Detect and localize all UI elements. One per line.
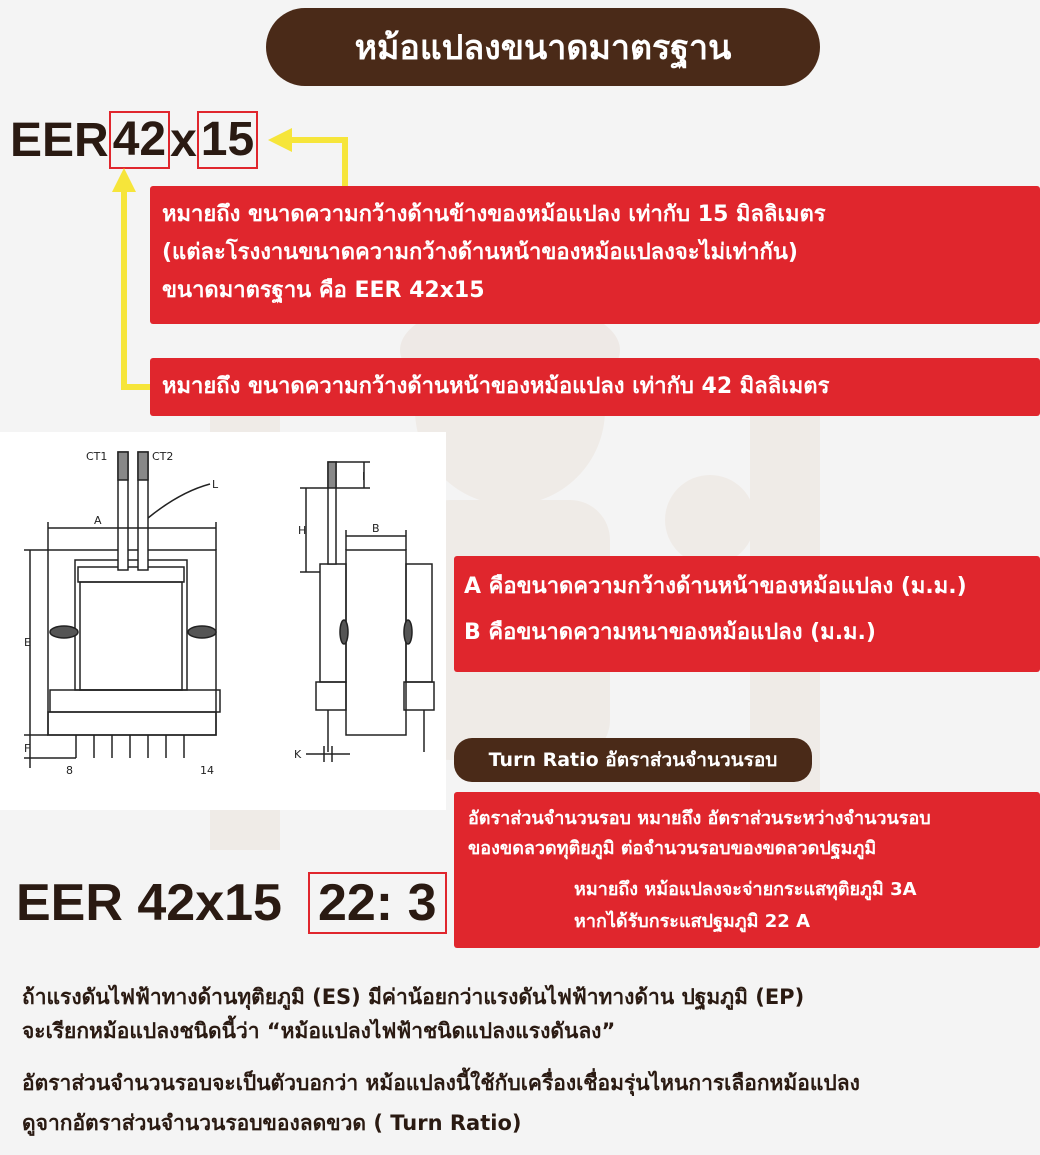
arrow-to-width [124, 188, 150, 387]
legend-line-b: B คือขนาดความหนาของหม้อแปลง (ม.ม.) [464, 620, 876, 645]
turn-ratio-value: 22: 3 [308, 872, 447, 934]
front-core-outer [48, 550, 216, 735]
ct1-lead-tip [118, 452, 128, 480]
turn-ratio-heading: Turn Ratio อัตราส่วนจำนวนรอบ [454, 738, 812, 782]
l-label: L [212, 478, 219, 491]
f-label: F [24, 742, 31, 755]
e-label: E [24, 636, 31, 649]
front-bobbin [75, 560, 187, 690]
i-label: I [362, 470, 366, 483]
page-title: หม้อแปลงขนาดมาตรฐาน [266, 8, 820, 86]
a-label: A [94, 514, 102, 527]
model-bottom-prefix: EER 42x15 [16, 874, 282, 932]
b-label: B [372, 522, 380, 535]
side-width-info-box [150, 186, 1040, 324]
side-base-left [316, 682, 346, 710]
turn-ratio-info-box [454, 792, 1040, 948]
arrow-to-thickness-head [268, 128, 292, 152]
pin-first-label: 8 [66, 764, 73, 777]
front-top-cap [78, 567, 184, 582]
side-base-right [404, 682, 434, 710]
front-pins [76, 735, 184, 758]
ct2-label: CT2 [152, 450, 174, 463]
front-width-info-box [150, 358, 1040, 416]
ct1-label: CT1 [86, 450, 108, 463]
side-right-clip [404, 620, 412, 644]
dimension-legend-box [454, 556, 1040, 672]
front-base [50, 690, 220, 712]
turn-ratio-def-line: อัตราส่วนจำนวนรอบ หมายถึง อัตราส่วนระหว่างจำนวนรอบ [468, 808, 931, 829]
legend-line-a: A คือขนาดความกว้างด้านหน้าของหม้อแปลง (ม.ม.) [464, 574, 967, 599]
model-prefix: EER [10, 113, 109, 167]
explanation-paragraph: ดูจากอัตราส่วนจำนวนรอบของลดขวด ( Turn Ratio) [22, 1111, 522, 1135]
model-separator: x [170, 113, 197, 167]
arrow-to-thickness [288, 140, 345, 186]
ct2-lead-tip [138, 452, 148, 480]
pin-last-label: 14 [200, 764, 214, 777]
side-lead-tip [328, 462, 336, 488]
turn-ratio-definition [468, 804, 931, 864]
turn-ratio-meaning-line: หากได้รับกระแสปฐมภูมิ 22 A [574, 911, 810, 932]
turn-ratio-def-line: ของขดลวดทุติยภูมิ ต่อจำนวนรอบของขดลวดปฐมภูมิ [468, 838, 877, 859]
l-pointer [148, 484, 210, 518]
front-right-clip [188, 626, 216, 638]
h-label: H [298, 524, 307, 537]
side-width-line: หมายถึง ขนาดความกว้างด้านข้างของหม้อแปลง เท่ากับ 15 มิลลิเมตร [162, 202, 826, 227]
turn-ratio-meaning-line: หมายถึง หม้อแปลงจะจ่ายกระแสทุติยภูมิ 3A [574, 879, 917, 900]
front-width-line: หมายถึง ขนาดความกว้างด้านหน้าของหม้อแปลง เท่ากับ 42 มิลลิเมตร [162, 374, 830, 399]
side-width-line: (แต่ละโรงงานขนาดความกว้างด้านหน้าของหม้อแปลงจะไม่เท่ากัน) [162, 240, 798, 265]
explanation-paragraph: อัตราส่วนจำนวนรอบจะเป็นตัวบอกว่า หม้อแปลงนี้ใช้กับเครื่องเชื่อมรุ่นไหนการเลือกหม้อแปลง [22, 1071, 860, 1095]
front-left-clip [50, 626, 78, 638]
turn-ratio-meaning [574, 874, 917, 938]
model-code-bottom [16, 872, 447, 934]
k-label: K [294, 748, 302, 761]
explanation-paragraph: จะเรียกหม้อแปลงชนิดนี้ว่า “หม้อแปลงไฟฟ้าชนิดแปลงแรงดันลง” [22, 1019, 616, 1043]
model-width-value: 42 [109, 111, 170, 169]
explanation-paragraph: ถ้าแรงดันไฟฟ้าทางด้านทุติยภูมิ (ES) มีค่าน้อยกว่าแรงดันไฟฟ้าทางด้าน ปฐมภูมิ (EP) [22, 985, 805, 1009]
side-core [346, 550, 406, 735]
side-width-line: ขนาดมาตรฐาน คือ EER 42x15 [162, 278, 485, 303]
model-thickness-value: 15 [197, 111, 258, 169]
front-winding [80, 582, 182, 690]
transformer-drawing [0, 432, 446, 810]
side-left-clip [340, 620, 348, 644]
arrow-to-width-head [112, 168, 136, 192]
transformer-diagram [0, 432, 446, 810]
front-core-lower [48, 712, 216, 735]
model-code-top [10, 112, 258, 168]
